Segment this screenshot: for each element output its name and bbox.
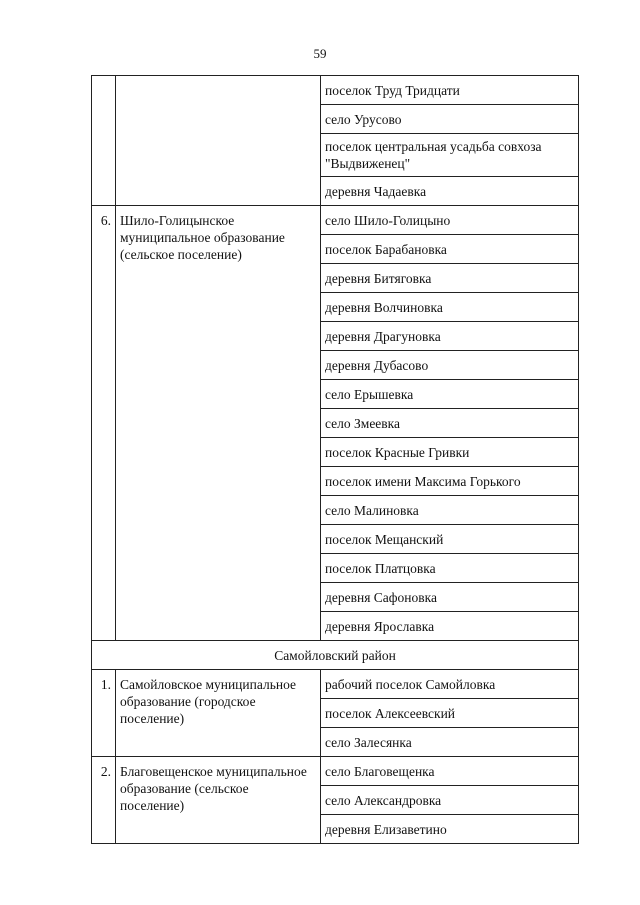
number-cell: 6.: [92, 206, 116, 641]
settlement-cell: село Александровка: [321, 786, 579, 815]
table-row: [92, 670, 579, 699]
number-cell: 2.: [92, 757, 116, 844]
settlement-cell: поселок Труд Тридцати: [321, 76, 579, 105]
settlement-cell: село Малиновка: [321, 496, 579, 525]
settlement-cell: село Шило-Голицыно: [321, 206, 579, 235]
settlement-cell: деревня Драгуновка: [321, 322, 579, 351]
settlement-cell: село Благовещенка: [321, 757, 579, 786]
settlement-cell: деревня Битяговка: [321, 264, 579, 293]
settlement-cell: поселок Барабановка: [321, 235, 579, 264]
municipality-cell: [116, 76, 321, 206]
settlement-cell: деревня Ярославка: [321, 612, 579, 641]
settlement-cell: деревня Волчиновка: [321, 293, 579, 322]
municipality-cell: Самойловское муниципальное образование (городское поселение): [116, 670, 321, 757]
settlement-cell: поселок Алексеевский: [321, 699, 579, 728]
settlement-cell: село Урусово: [321, 105, 579, 134]
settlement-cell: село Залесянка: [321, 728, 579, 757]
district-heading: Самойловский район: [92, 641, 579, 670]
settlement-cell: деревня Сафоновка: [321, 583, 579, 612]
settlement-cell: деревня Елизаветино: [321, 815, 579, 844]
settlement-cell: поселок имени Максима Горького: [321, 467, 579, 496]
settlement-cell: деревня Дубасово: [321, 351, 579, 380]
settlement-cell: поселок Красные Гривки: [321, 438, 579, 467]
table-row: [92, 76, 579, 105]
settlement-cell: поселок Платцовка: [321, 554, 579, 583]
settlements-table: [91, 75, 579, 844]
settlement-cell: село Ерышевка: [321, 380, 579, 409]
table-row: [92, 757, 579, 786]
settlement-cell: поселок Мещанский: [321, 525, 579, 554]
settlement-cell: село Змеевка: [321, 409, 579, 438]
municipality-cell: Шило-Голицынское муниципальное образование (сельское поселение): [116, 206, 321, 641]
settlement-cell: рабочий поселок Самойловка: [321, 670, 579, 699]
page-number: 59: [313, 46, 327, 61]
table-row: [92, 206, 579, 235]
district-row: [92, 641, 579, 670]
municipality-cell: Благовещенское муниципальное образование (сельское поселение): [116, 757, 321, 844]
number-cell: 1.: [92, 670, 116, 757]
settlement-cell: поселок центральная усадьба совхоза "Выдвиженец": [321, 134, 579, 177]
number-cell: [92, 76, 116, 206]
settlement-cell: деревня Чадаевка: [321, 177, 579, 206]
